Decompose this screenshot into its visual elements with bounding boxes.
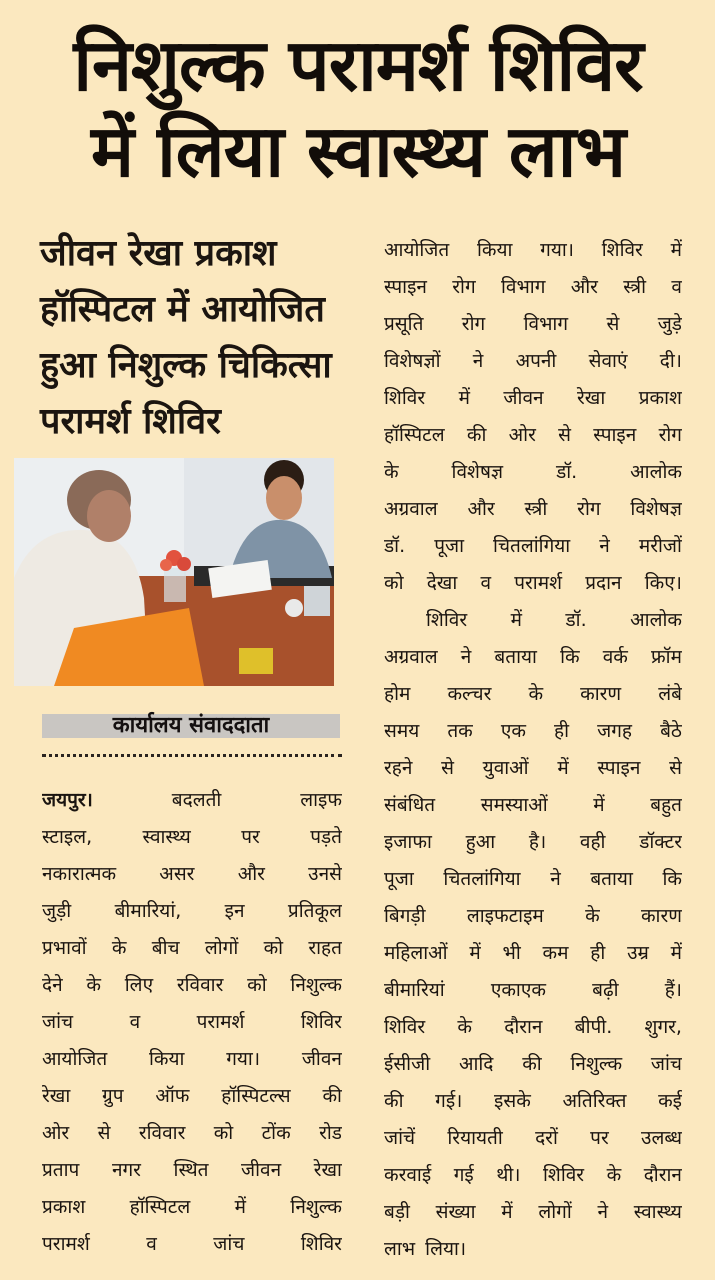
text-line: होम कल्चर के कारण लंबे [384, 683, 682, 705]
text-line: ईसीजी आदि की निशुल्क जांच [384, 1053, 682, 1075]
text-line: पूजा चितलांगिया ने बताया कि [384, 868, 682, 890]
headline [18, 22, 698, 194]
text-line: स्टाइल, स्वास्थ्य पर पड़ते [42, 826, 342, 848]
news-photo-illustration [14, 458, 334, 686]
text-line: प्रसूति रोग विभाग से जुड़े [384, 313, 682, 335]
headline-line: में लिया स्वास्थ्य लाभ [90, 109, 625, 193]
subheadline-line: जीवन रेखा प्रकाश [40, 233, 277, 274]
left-column [42, 782, 342, 1263]
subheadline-line: हुआ निशुल्क चिकित्सा [40, 345, 332, 386]
text-line: लाभ लिया। [384, 1238, 467, 1260]
text-line: प्रकाश हॉस्पिटल में निशुल्क [42, 1196, 342, 1218]
news-photo [14, 458, 334, 686]
dotted-divider [42, 754, 342, 757]
text-line: विशेषज्ञों ने अपनी सेवाएं दी। [384, 350, 682, 372]
text-line: देने के लिए रविवार को निशुल्क [42, 974, 342, 996]
text-line: हॉस्पिटल की ओर से स्पाइन रोग [384, 424, 682, 446]
text-line: जांच व परामर्श शिविर [42, 1011, 342, 1033]
text-line: संबंधित समस्याओं में बहुत [384, 794, 682, 816]
right-column [384, 232, 682, 1268]
text-line: समय तक एक ही जगह बैठे [384, 720, 682, 742]
text-line: रहने से युवाओं में स्पाइन से [384, 757, 682, 779]
text-line: जांचें रियायती दरों पर उलब्ध [384, 1127, 682, 1149]
subheadline-line: हॉस्पिटल में आयोजित [40, 289, 325, 330]
text-line: के विशेषज्ञ डॉ. आलोक [384, 461, 682, 483]
text-line: को देखा व परामर्श प्रदान किए। [384, 572, 682, 594]
text-line: अग्रवाल और स्त्री रोग विशेषज्ञ [384, 498, 682, 520]
text-line: रेखा ग्रुप ऑफ हॉस्पिटल्स की [42, 1085, 342, 1107]
headline-line: निशुल्क परामर्श शिविर [73, 23, 643, 107]
text-line: शिविर के दौरान बीपी. शुगर, [384, 1016, 682, 1038]
text-line: बड़ी संख्या में लोगों ने स्वास्थ्य [384, 1201, 682, 1223]
text-line: डॉ. पूजा चितलांगिया ने मरीजों [384, 535, 682, 557]
text-line: स्पाइन रोग विभाग और स्त्री व [384, 276, 682, 298]
text-line: इजाफा हुआ है। वही डॉक्टर [384, 831, 682, 853]
text-line: आयोजित किया गया। जीवन [42, 1048, 342, 1070]
text-line: जयपुर। बदलती लाइफ [42, 782, 342, 819]
subheadline [40, 226, 360, 450]
text-line: बिगड़ी लाइफटाइम के कारण [384, 905, 682, 927]
text-line: शिविर में डॉ. आलोक [426, 609, 682, 631]
text-line: ओर से रविवार को टोंक रोड [42, 1122, 342, 1144]
subheadline-line: परामर्श शिविर [40, 401, 221, 442]
text-line: प्रभावों के बीच लोगों को राहत [42, 937, 342, 959]
text-line: प्रताप नगर स्थित जीवन रेखा [42, 1159, 342, 1181]
text-line: परामर्श व जांच शिविर [42, 1233, 342, 1255]
text-line: जुड़ी बीमारियां, इन प्रतिकूल [42, 900, 342, 922]
text-line: बीमारियां एकाएक बढ़ी हैं। [384, 979, 682, 1001]
dateline: जयपुर। [42, 789, 93, 811]
text-line: करवाई गई थी। शिविर के दौरान [384, 1164, 682, 1186]
text-line: शिविर में जीवन रेखा प्रकाश [384, 387, 682, 409]
text-line: नकारात्मक असर और उनसे [42, 863, 342, 885]
text-line: महिलाओं में भी कम ही उम्र में [384, 942, 682, 964]
text-line: अग्रवाल ने बताया कि वर्क फ्रॉम [384, 646, 682, 668]
byline: कार्यालय संवाददाता [112, 713, 270, 738]
text-line: आयोजित किया गया। शिविर में [384, 239, 682, 261]
text-line: की गई। इसके अतिरिक्त कई [384, 1090, 682, 1112]
